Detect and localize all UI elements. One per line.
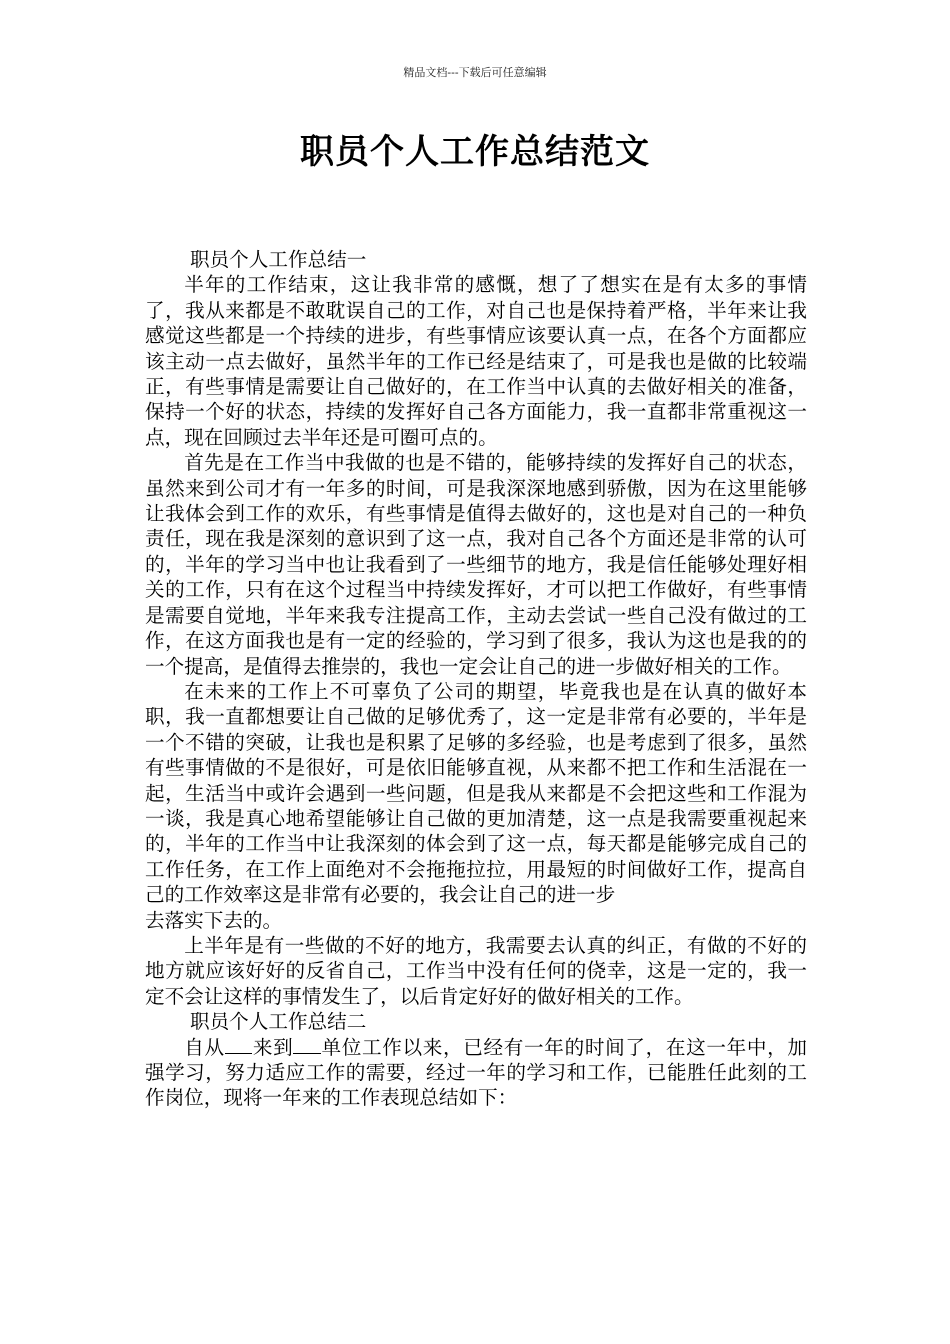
section-heading-1: 职员个人工作总结一 bbox=[190, 248, 367, 271]
intro-text: 单位工作以来，已经有一年的时间了，在这一年中，加强学习，努力适应工作的需要，经过一年的学习和工作，已能胜任此刻的工作岗位，现将一年来的工作表现总结如下： bbox=[145, 1035, 808, 1110]
blank-line bbox=[225, 1035, 252, 1054]
header-note: 精品文档---下载后可任意编辑 bbox=[403, 66, 547, 79]
intro-text: 来到 bbox=[252, 1035, 294, 1059]
blank-line bbox=[293, 1035, 320, 1054]
paragraph: 半年的工作结束，这让我非常的感慨，想了了想实在是有太多的事情了，我从来都是不敢耽误自己的工作，对自己也是保持着严格，半年来让我感觉这些都是一个持续的进步，有些事情应该要认真一点，在各个方面都应该主动一点去做好，虽然半年的工作已经是结束了，可是我也是做的比较端正，有些事情是需要让自己做好的，在工作当中认真的去做好相关的准备，保持一个好的状态，持续的发挥好自己各方面能力，我一直都非常重视这一点，现在回顾过去半年还是可圈可点的。 bbox=[145, 273, 807, 449]
document-title: 职员个人工作总结范文 bbox=[300, 132, 650, 172]
paragraph bbox=[145, 1035, 807, 1111]
paragraph: 首先是在工作当中我做的也是不错的，能够持续的发挥好自己的状态，虽然来到公司才有一年多的时间，可是我深深地感到骄傲，因为在这里能够让我体会到工作的欢乐，有些事情是值得去做好的，这也是对自己的一种负责任，现在我是深刻的意识到了这一点，我对自己各个方面还是非常的认可的，半年的学习当中也让我看到了一些细节的地方，我是信任能够处理好相关的工作，只有在这个过程当中持续发挥好，才可以把工作做好，有些事情是需要自觉地，半年来我专注提高工作，主动去尝试一些自己没有做过的工作，在这方面我也是有一定的经验的，学习到了很多，我认为这也是我的的一个提高，是值得去推崇的，我也一定会让自己的进一步做好相关的工作。 bbox=[145, 451, 807, 678]
paragraph-continuation: 去落实下去的。 bbox=[145, 908, 283, 932]
section-heading-2: 职员个人工作总结二 bbox=[190, 1010, 367, 1034]
intro-text: 自从 bbox=[184, 1035, 225, 1059]
document-body bbox=[145, 247, 807, 1111]
paragraph: 上半年是有一些做的不好的地方，我需要去认真的纠正，有做的不好的地方就应该好好的反省自己，工作当中没有任何的侥幸，这是一定的，我一定不会让这样的事情发生了，以后肯定好好的做好相关的工作。 bbox=[145, 933, 807, 1008]
paragraph: 在未来的工作上不可辜负了公司的期望，毕竟我也是在认真的做好本职，我一直都想要让自己做的足够优秀了，这一定是非常有必要的，半年是一个不错的突破，让我也是积累了足够的多经验，也是考虑到了很多，虽然有些事情做的不是很好，可是依旧能够直视，从来都不把工作和生活混在一起，生活当中或许会遇到一些问题，但是我从来都是不会把这些和工作混为一谈，我是真心地希望能够让自己做的更加清楚，这一点是我需要重视起来的，半年的工作当中让我深刻的体会到了这一点，每天都是能够完成自己的工作任务，在工作上面绝对不会拖拖拉拉，用最短的时间做好工作，提高自己的工作效率这是非常有必要的，我会让自己的进一步 bbox=[145, 679, 807, 907]
